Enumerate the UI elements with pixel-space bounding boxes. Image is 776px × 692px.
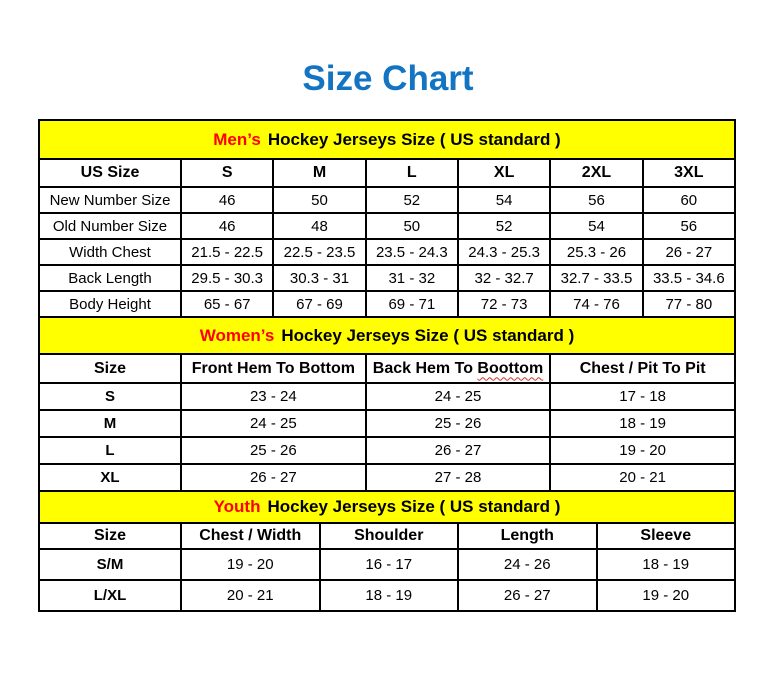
table-cell: 65 - 67 xyxy=(181,291,273,317)
column-header: Front Hem To Bottom xyxy=(181,354,366,383)
column-header: M xyxy=(273,159,365,187)
table-row xyxy=(39,213,735,239)
table-cell: 27 - 28 xyxy=(366,464,551,491)
youth-heading-rest: Hockey Jerseys Size ( US standard ) xyxy=(267,497,561,516)
table-cell: 24 - 25 xyxy=(366,383,551,410)
column-header: S xyxy=(181,159,273,187)
table-row xyxy=(39,464,735,491)
table-cell: 32 - 32.7 xyxy=(458,265,550,291)
table-row xyxy=(39,187,735,213)
table-cell: 20 - 21 xyxy=(550,464,735,491)
column-header: US Size xyxy=(39,159,181,187)
womens-section-heading xyxy=(39,317,735,354)
table-cell: 25.3 - 26 xyxy=(550,239,642,265)
row-label: S xyxy=(39,383,181,410)
column-header: L xyxy=(366,159,458,187)
table-cell: 26 - 27 xyxy=(181,464,366,491)
table-cell: 50 xyxy=(366,213,458,239)
table-cell: 29.5 - 30.3 xyxy=(181,265,273,291)
youth-section-banner xyxy=(39,491,735,523)
row-label: L/XL xyxy=(39,580,181,611)
column-header-text: Back Hem To xyxy=(372,359,473,377)
table-cell: 33.5 - 34.6 xyxy=(643,265,735,291)
row-label: Old Number Size xyxy=(39,213,181,239)
column-header: 3XL xyxy=(643,159,735,187)
table-cell: 60 xyxy=(643,187,735,213)
table-cell: 18 - 19 xyxy=(550,410,735,437)
mens-section-heading xyxy=(39,120,735,159)
table-cell: 21.5 - 22.5 xyxy=(181,239,273,265)
table-cell: 18 - 19 xyxy=(597,549,736,580)
table-row xyxy=(39,580,735,611)
column-header: Sleeve xyxy=(597,523,736,549)
table-cell: 67 - 69 xyxy=(273,291,365,317)
mens-section-banner xyxy=(39,120,735,159)
table-row xyxy=(39,239,735,265)
row-label: S/M xyxy=(39,549,181,580)
table-cell: 24 - 25 xyxy=(181,410,366,437)
womens-heading-group: Women’s xyxy=(199,325,275,345)
mens-heading-rest: Hockey Jerseys Size ( US standard ) xyxy=(267,129,561,149)
table-cell: 25 - 26 xyxy=(181,437,366,464)
womens-size-table xyxy=(38,316,736,492)
table-cell: 30.3 - 31 xyxy=(273,265,365,291)
misspelled-word: Boottom xyxy=(477,359,544,377)
table-cell: 54 xyxy=(550,213,642,239)
column-header: 2XL xyxy=(550,159,642,187)
table-cell: 72 - 73 xyxy=(458,291,550,317)
youth-section-heading xyxy=(39,491,735,523)
table-cell: 26 - 27 xyxy=(366,437,551,464)
table-row xyxy=(39,437,735,464)
table-cell: 46 xyxy=(181,187,273,213)
row-label: M xyxy=(39,410,181,437)
table-row xyxy=(39,410,735,437)
mens-size-table xyxy=(38,119,736,318)
youth-heading-group: Youth xyxy=(213,497,261,516)
column-header: Size xyxy=(39,523,181,549)
table-cell: 19 - 20 xyxy=(597,580,736,611)
table-cell: 69 - 71 xyxy=(366,291,458,317)
table-cell: 52 xyxy=(458,213,550,239)
row-label: New Number Size xyxy=(39,187,181,213)
table-cell: 77 - 80 xyxy=(643,291,735,317)
table-cell: 56 xyxy=(643,213,735,239)
table-cell: 25 - 26 xyxy=(366,410,551,437)
column-header: Size xyxy=(39,354,181,383)
size-chart-tables xyxy=(38,119,736,612)
table-row xyxy=(39,549,735,580)
youth-size-table xyxy=(38,490,736,612)
table-cell: 23.5 - 24.3 xyxy=(366,239,458,265)
column-header: Shoulder xyxy=(320,523,459,549)
table-cell: 26 - 27 xyxy=(643,239,735,265)
row-label: Width Chest xyxy=(39,239,181,265)
table-cell: 24.3 - 25.3 xyxy=(458,239,550,265)
row-label: L xyxy=(39,437,181,464)
table-cell: 17 - 18 xyxy=(550,383,735,410)
table-cell: 24 - 26 xyxy=(458,549,597,580)
column-header: Length xyxy=(458,523,597,549)
page-title: Size Chart xyxy=(302,59,474,98)
table-cell: 52 xyxy=(366,187,458,213)
row-label: Body Height xyxy=(39,291,181,317)
table-cell: 19 - 20 xyxy=(550,437,735,464)
table-cell: 46 xyxy=(181,213,273,239)
column-header: Chest / Width xyxy=(181,523,320,549)
table-cell: 48 xyxy=(273,213,365,239)
row-label: XL xyxy=(39,464,181,491)
table-cell: 20 - 21 xyxy=(181,580,320,611)
youth-column-header-row xyxy=(39,523,735,549)
womens-column-header-row xyxy=(39,354,735,383)
table-cell: 18 - 19 xyxy=(320,580,459,611)
table-cell: 74 - 76 xyxy=(550,291,642,317)
table-cell: 50 xyxy=(273,187,365,213)
table-row xyxy=(39,383,735,410)
womens-heading-rest: Hockey Jerseys Size ( US standard ) xyxy=(281,325,575,345)
table-cell: 54 xyxy=(458,187,550,213)
mens-heading-group: Men’s xyxy=(213,129,261,149)
column-header: XL xyxy=(458,159,550,187)
table-cell: 19 - 20 xyxy=(181,549,320,580)
table-row xyxy=(39,291,735,317)
mens-column-header-row xyxy=(39,159,735,187)
table-row xyxy=(39,265,735,291)
table-cell: 56 xyxy=(550,187,642,213)
table-cell: 23 - 24 xyxy=(181,383,366,410)
table-cell: 26 - 27 xyxy=(458,580,597,611)
table-cell: 16 - 17 xyxy=(320,549,459,580)
column-header: Chest / Pit To Pit xyxy=(550,354,735,383)
womens-section-banner xyxy=(39,317,735,354)
column-header xyxy=(366,354,551,383)
row-label: Back Length xyxy=(39,265,181,291)
table-cell: 22.5 - 23.5 xyxy=(273,239,365,265)
table-cell: 31 - 32 xyxy=(366,265,458,291)
table-cell: 32.7 - 33.5 xyxy=(550,265,642,291)
